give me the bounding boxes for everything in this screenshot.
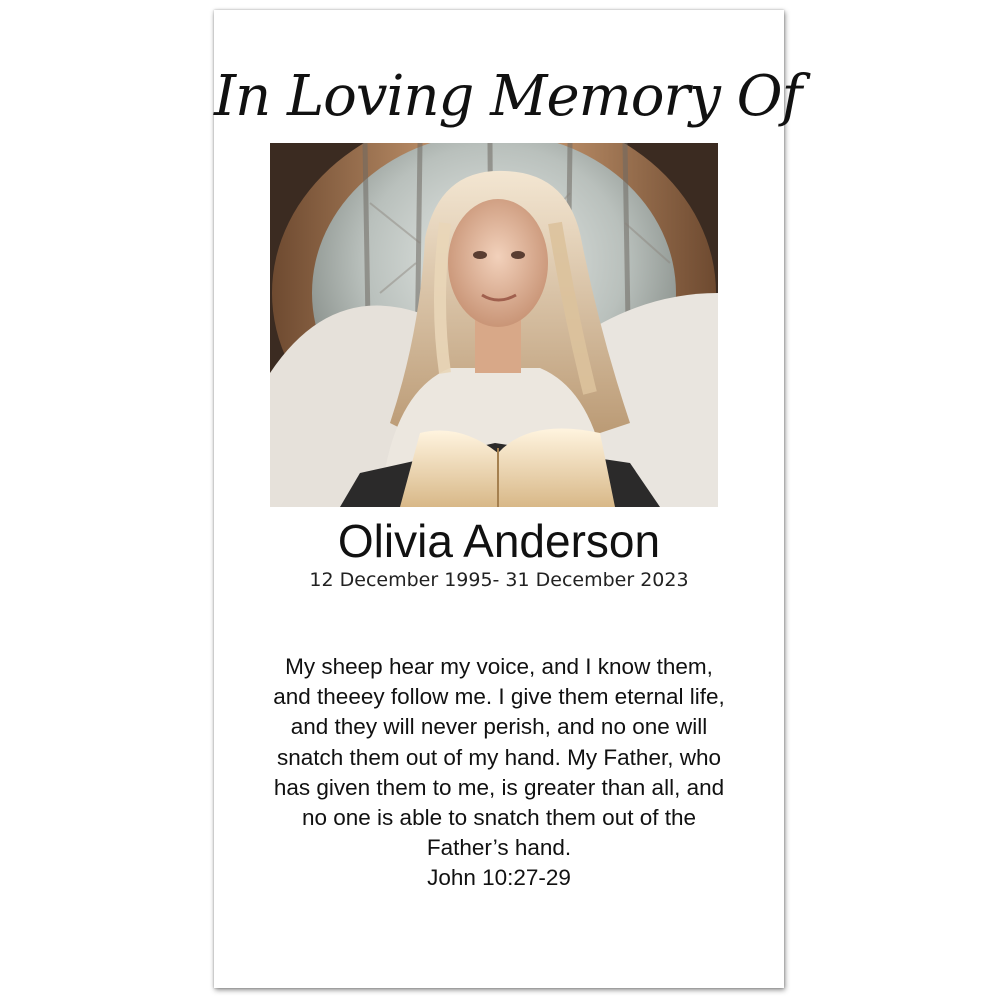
person-name: Olivia Anderson	[337, 515, 661, 567]
portrait-photo	[270, 143, 718, 507]
memorial-card	[214, 10, 802, 988]
portrait-illustration	[270, 143, 718, 507]
scripture-reference: John 10:27-29	[427, 865, 571, 891]
life-dates: 12 December 1995- 31 December 2023	[309, 569, 689, 591]
card-title: In Loving Memory Of	[214, 64, 802, 129]
scripture-text: My sheep hear my voice, and I know them, and theeey follow me. I give them eternal life, and they will never perish, and no one will snatch them out of my hand. My Father, who has given them to me, is greater than all, and no one is able to snatch them out of the Father’s hand.	[273, 654, 725, 861]
scripture-block	[264, 652, 734, 894]
